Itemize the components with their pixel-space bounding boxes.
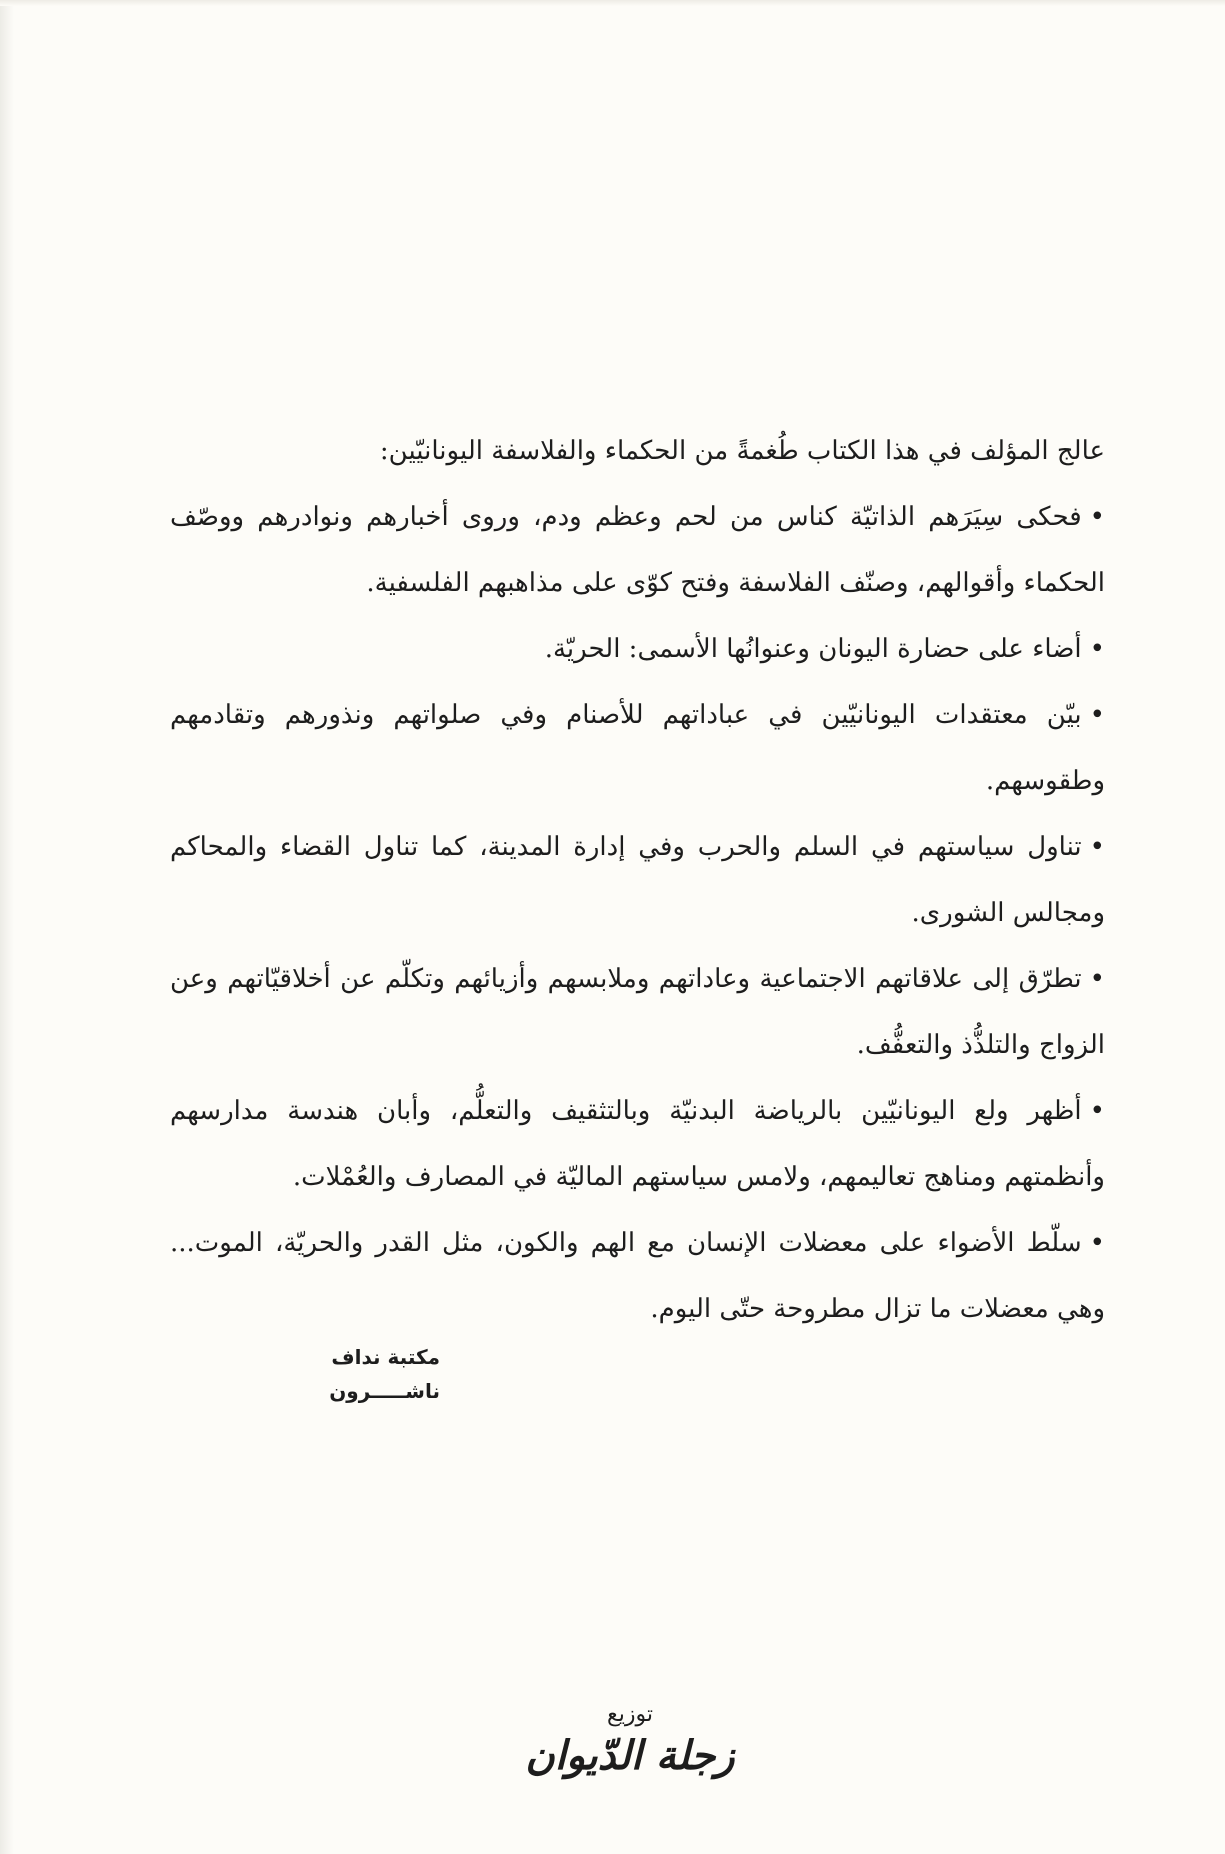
list-item bbox=[170, 1210, 1105, 1342]
page-top-shadow bbox=[0, 0, 1225, 6]
list-item bbox=[170, 682, 1105, 814]
list-item bbox=[170, 1078, 1105, 1210]
bullet: • bbox=[1089, 964, 1105, 994]
list-item-text: فحكى سِيَرَهم الذاتيّة كناس من لحم وعظم ودم، وروى أخبارهم ونوادرهم ووصّف الحكماء وأقوالهم، وصنّف الفلاسفة وفتح كوّى على مذاهبهم الفلسفية. bbox=[170, 502, 1105, 598]
bullet: • bbox=[1089, 1096, 1105, 1126]
list-item-text: أظهر ولع اليونانيّين بالرياضة البدنيّة وبالتثقيف والتعلُّم، وأبان هندسة مدارسهم وأنظمتهم ومناهج تعاليمهم، ولامس سياستهم الماليّة في المصارف والعُمْلات. bbox=[170, 1096, 1105, 1192]
bullet: • bbox=[1089, 502, 1105, 532]
list-item bbox=[170, 616, 1105, 682]
page-edge-shadow bbox=[0, 0, 14, 1854]
list-item-text: أضاء على حضارة اليونان وعنوانُها الأسمى: الحريّة. bbox=[544, 634, 1082, 664]
bullet: • bbox=[1089, 700, 1105, 730]
distribution-block bbox=[480, 1700, 780, 1782]
publisher-line-1: مكتبة نداف bbox=[331, 1345, 440, 1369]
list-item bbox=[170, 814, 1105, 946]
list-item-text: تناول سياستهم في السلم والحرب وفي إدارة المدينة، كما تناول القضاء والمحاكم ومجالس الشورى. bbox=[170, 832, 1105, 928]
publisher-name bbox=[250, 1340, 440, 1408]
list-item bbox=[170, 946, 1105, 1078]
bullet: • bbox=[1089, 832, 1105, 862]
blurb-text bbox=[170, 418, 1105, 1342]
distribution-label: توزيع bbox=[607, 1702, 653, 1727]
list-item-text: تطرّق إلى علاقاتهم الاجتماعية وعاداتهم وملابسهم وأزيائهم وتكلّم عن أخلاقيّاتهم وعن الزواج والتلذُّذ والتعفُّف. bbox=[170, 964, 1105, 1060]
list-item bbox=[170, 484, 1105, 616]
list-item-text: سلّط الأضواء على معضلات الإنسان مع الهم والكون، مثل القدر والحريّة، الموت... وهي معضلات ما تزال مطروحة حتّى اليوم. bbox=[170, 1228, 1105, 1324]
publisher-line-2: ناشـــــرون bbox=[329, 1379, 440, 1403]
bullet: • bbox=[1089, 634, 1105, 664]
distributor-logo: زجلة الدّيوان bbox=[525, 1732, 735, 1779]
intro-line: عالج المؤلف في هذا الكتاب طُغمةً من الحكماء والفلاسفة اليونانيّين: bbox=[379, 436, 1105, 466]
list-item-text: بيّن معتقدات اليونانيّين في عباداتهم للأصنام وفي صلواتهم ونذورهم وتقادمهم وطقوسهم. bbox=[170, 700, 1105, 796]
bullet: • bbox=[1089, 1228, 1105, 1258]
